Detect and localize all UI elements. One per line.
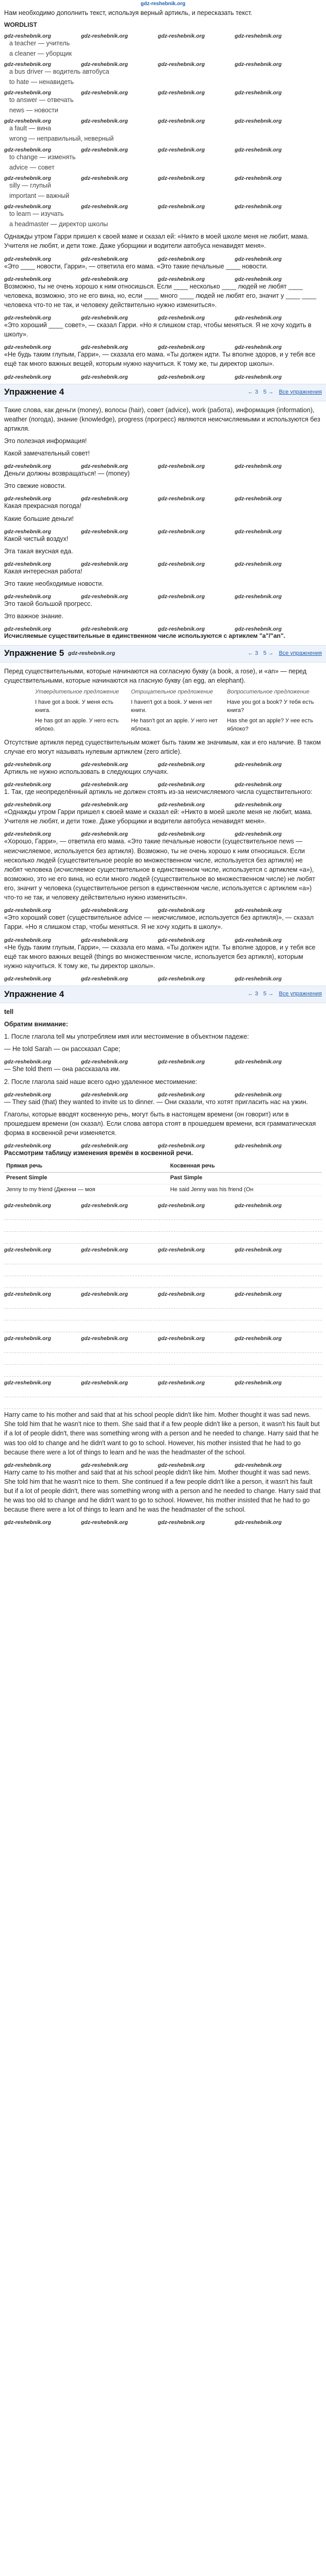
table-header-row	[4, 1161, 322, 1172]
watermark: gdz-reshebnik.org	[158, 118, 205, 124]
watermark: gdz-reshebnik.org	[81, 831, 128, 837]
explanation-paragraph: «Не будь таким глупым, Гарри», — сказала его мама. «Ты должен идти. Ты вполне здоров, и у тебя все ещё так много важных вещей (things во множественном числе, используется без артикля), которым нужно научиться. К тому же, ты директор школы».	[4, 943, 316, 970]
watermark: gdz-reshebnik.org	[81, 528, 128, 534]
watermark: gdz-reshebnik.org	[4, 374, 52, 380]
watermark: gdz-reshebnik.org	[158, 1380, 205, 1386]
watermark: gdz-reshebnik.org	[4, 32, 52, 39]
grid-cell: I haven't got a book. У меня нет книги.	[131, 699, 213, 714]
example-line: Эта такая вкусная еда.	[4, 547, 73, 555]
grid-cell: Has she got an apple? У нее есть яблоко?	[227, 717, 313, 732]
watermark: gdz-reshebnik.org	[235, 256, 282, 262]
exercise-4b-content	[0, 1007, 326, 1525]
watermark-row	[4, 461, 322, 469]
watermark: gdz-reshebnik.org	[81, 90, 128, 96]
all-exercises-link[interactable]: Все упражнения	[279, 991, 322, 997]
exercise-title: Упражнение 4	[4, 387, 64, 397]
prev-exercise-button[interactable]: ← 3	[248, 388, 258, 395]
exercise-nav	[248, 990, 322, 998]
example-line: Это важное знание.	[4, 613, 63, 620]
watermark: gdz-reshebnik.org	[4, 907, 52, 913]
watermark: gdz-reshebnik.org	[4, 315, 52, 321]
watermark: gdz-reshebnik.org	[4, 61, 52, 67]
watermark-row	[4, 1057, 322, 1064]
wordlist-item: a headmaster — директор школы	[9, 221, 108, 228]
prev-exercise-button[interactable]: ← 3	[248, 991, 258, 997]
watermark-row	[4, 759, 322, 767]
example-line: Какая интересная работа!	[4, 567, 83, 575]
watermark: gdz-reshebnik.org	[81, 561, 128, 567]
watermark-row	[4, 116, 322, 124]
wordlist-item: wrong — неправильный, неверный	[9, 135, 114, 143]
example-line: Какой замечательный совет!	[4, 450, 90, 457]
rule-item: 1. После глагола tell мы употребляем имя или местоимение в объектном падеже:	[4, 1033, 249, 1041]
watermark: gdz-reshebnik.org	[235, 204, 282, 210]
watermark: gdz-reshebnik.org	[158, 802, 205, 808]
watermark: gdz-reshebnik.org	[235, 90, 282, 96]
watermark-row	[4, 313, 322, 320]
table-header: Косвенная речь	[168, 1161, 322, 1172]
blank-line	[4, 1253, 322, 1264]
watermark: gdz-reshebnik.org	[68, 650, 116, 657]
all-exercises-link[interactable]: Все упражнения	[279, 388, 322, 395]
table-cell: Jenny to my friend (Дженни — моя	[4, 1184, 168, 1196]
blank-line	[4, 1321, 322, 1332]
watermark: gdz-reshebnik.org	[4, 1291, 52, 1297]
watermark: gdz-reshebnik.org	[158, 276, 205, 282]
lead-word: tell	[4, 1008, 14, 1015]
attention-heading: Обратим внимание:	[4, 1021, 68, 1028]
answer-paragraph: Harry came to his mother and said that at his school people didn't like him. Mother thought it was sad news. She told him that he wasn't nice to them. She continued if a few people didn't like a person, it wasn't his fault but if a lot of people didn't, there was something wrong with a person and he needed to change. Harry said that he was too old to change and he didn't want to go to school. However, his mother insisted that he had to go because there were a lot of things to learn and he was the headmaster of the school.	[4, 1468, 321, 1514]
watermark-row	[4, 559, 322, 567]
watermark: gdz-reshebnik.org	[235, 1291, 282, 1297]
next-exercise-button[interactable]: 5 →	[263, 650, 274, 656]
story-paragraph: «Это хороший ____ совет», — сказал Гарри. «Но я слишком стар, чтобы меняться. Я не хочу ходить в школу».	[4, 321, 312, 338]
watermark: gdz-reshebnik.org	[158, 594, 205, 600]
explanation-paragraph: «Однажды утром Гарри пришел к своей маме и сказал ей: «Никто в моей школе меня не любит, мама. Учителя не любят, и дети тоже. Даже уборщики и водители автобуса ненавидят меня».	[4, 808, 313, 825]
table-cell: He said Jenny was his friend (Он	[168, 1184, 322, 1196]
watermark: gdz-reshebnik.org	[81, 276, 128, 282]
watermark: gdz-reshebnik.org	[81, 315, 128, 321]
watermark: gdz-reshebnik.org	[235, 626, 282, 632]
watermark: gdz-reshebnik.org	[235, 1202, 282, 1209]
blank-line	[4, 1233, 322, 1244]
watermark: gdz-reshebnik.org	[81, 1143, 128, 1149]
story-paragraph: Возможно, ты не очень хорошо к ним относишься. Если ____ несколько ____ людей не любят ____ человека, возможно, это не его вина, но, если ____ много ____ людей не любят его, значит у ____ ____ человека что-то не так, и человеку действительно нужно измениться».	[4, 282, 317, 309]
watermark: gdz-reshebnik.org	[158, 1519, 205, 1526]
watermark: gdz-reshebnik.org	[235, 561, 282, 567]
blank-line	[4, 1310, 322, 1320]
watermark: gdz-reshebnik.org	[158, 32, 205, 39]
watermark-row	[4, 829, 322, 837]
watermark: gdz-reshebnik.org	[4, 1519, 52, 1526]
site-header[interactable]: gdz-reshebnik.org	[140, 1, 186, 7]
wordlist	[4, 31, 322, 229]
grid-cell: He has got an apple. У него есть яблоко.	[35, 717, 119, 732]
watermark: gdz-reshebnik.org	[4, 975, 52, 981]
watermark-row	[4, 274, 322, 282]
watermark: gdz-reshebnik.org	[158, 146, 205, 152]
watermark: gdz-reshebnik.org	[4, 90, 52, 96]
grid-cell: Have you got a book? У тебя есть книга?	[227, 699, 314, 714]
explanation-paragraph: Отсутствие артикля перед существительным может быть таким же значимым, как и его наличие. В таком случае его могут называть нулевым артиклем (zero article).	[4, 738, 321, 755]
watermark: gdz-reshebnik.org	[158, 761, 205, 767]
watermark-row	[4, 800, 322, 807]
example-line: Это такой большой прогресс.	[4, 600, 92, 608]
intro-section	[0, 8, 326, 380]
watermark: gdz-reshebnik.org	[81, 907, 128, 913]
story-paragraph: «Не будь таким глупым, Гарри», — сказала его мама. «Ты должен идти. Ты вполне здоров, и у тебя все ещё так много важных вещей, которым нужно научиться. К тому же, ты директор школы».	[4, 351, 316, 368]
all-exercises-link[interactable]: Все упражнения	[279, 650, 322, 656]
wordlist-item: a bus driver — водитель автобуса	[9, 67, 109, 75]
watermark: gdz-reshebnik.org	[235, 528, 282, 534]
watermark: gdz-reshebnik.org	[81, 1059, 128, 1065]
watermark-row	[4, 905, 322, 913]
story-paragraph: «Это ____ новости, Гарри», — ответила его мама. «Это такие печальные ____ новости.	[4, 262, 268, 270]
grid-header: Отрицательное предложение	[131, 689, 213, 696]
watermark: gdz-reshebnik.org	[158, 90, 205, 96]
exercise-4-lines	[4, 436, 322, 632]
rule-item: — They said (that) they wanted to invite us to dinner. — Они сказали, что хотят пригласить нас на ужин.	[4, 1098, 308, 1106]
wordlist-item: to learn — изучать	[9, 210, 64, 218]
sentence-type-grid	[4, 688, 322, 734]
blank-line	[4, 1265, 322, 1276]
watermark: gdz-reshebnik.org	[4, 802, 52, 808]
watermark: gdz-reshebnik.org	[235, 344, 282, 350]
watermark: gdz-reshebnik.org	[4, 1091, 52, 1097]
watermark: gdz-reshebnik.org	[158, 626, 205, 632]
watermark-row	[4, 173, 322, 181]
exercise-title: Упражнение 4	[4, 989, 64, 999]
watermark: gdz-reshebnik.org	[235, 907, 282, 913]
watermark: gdz-reshebnik.org	[81, 374, 128, 380]
watermark: gdz-reshebnik.org	[235, 1380, 282, 1386]
watermark: gdz-reshebnik.org	[235, 1059, 282, 1065]
watermark-row	[4, 1333, 322, 1341]
rule-item: — She told them — она рассказала им.	[4, 1065, 121, 1073]
example-line: Деньги должны возвращаться! — (money)	[4, 470, 130, 478]
table-cell: Past Simple	[168, 1173, 322, 1184]
answer-section	[4, 1200, 322, 1525]
grid-cell: He hasn't got an apple. У него нет яблока.	[131, 717, 218, 732]
blank-line	[4, 1298, 322, 1309]
watermark: gdz-reshebnik.org	[158, 496, 205, 502]
answer-paragraph: Harry came to his mother and said that at his school people didn't like him. Mother thought it was sad news. She told him that he wasn't nice to them. She said that if a few people didn't like a person, it wasn't his fault but if a lot of people didn't, there was something wrong with a person and he needed to change. Harry said that he was too old to change and he didn't want to go to school. However, his mother insisted that he had to go because there were a lot of things to learn and he was the headmaster of the school.	[4, 1411, 320, 1456]
explanation-paragraph: 1. Так, где неопределённый артикль не должен стоять из-за неисчисляемого числа существительного:	[4, 788, 313, 796]
watermark: gdz-reshebnik.org	[81, 626, 128, 632]
watermark: gdz-reshebnik.org	[235, 1519, 282, 1526]
watermark-row	[4, 31, 322, 39]
watermark: gdz-reshebnik.org	[158, 907, 205, 913]
watermark: gdz-reshebnik.org	[235, 61, 282, 67]
watermark: gdz-reshebnik.org	[4, 761, 52, 767]
watermark: gdz-reshebnik.org	[235, 1335, 282, 1342]
table-title: Рассмотрим таблицу изменения времён в косвенной речи.	[4, 1149, 193, 1157]
rules-list	[4, 1032, 322, 1148]
watermark: gdz-reshebnik.org	[158, 463, 205, 469]
watermark: gdz-reshebnik.org	[81, 175, 128, 181]
watermark: gdz-reshebnik.org	[235, 146, 282, 152]
exercise-nav	[248, 650, 322, 658]
watermark: gdz-reshebnik.org	[4, 496, 52, 502]
table-row	[4, 1184, 322, 1196]
table-row	[4, 1173, 322, 1184]
watermark: gdz-reshebnik.org	[158, 374, 205, 380]
watermark-row	[4, 935, 322, 943]
exercise-5-intro: Перед существительными, которые начинаются на согласную букву (а book, a rose), и «an» — перед существительными, которые начинаются на гласную букву (an egg, an elephant).	[4, 667, 307, 684]
watermark-row	[4, 372, 322, 380]
watermark: gdz-reshebnik.org	[81, 975, 128, 981]
story-section	[4, 232, 322, 379]
watermark-row	[4, 1200, 322, 1208]
watermark: gdz-reshebnik.org	[81, 761, 128, 767]
watermark: gdz-reshebnik.org	[158, 561, 205, 567]
intro-text: Нам необходимо дополнить текст, используя верный артикль, и пересказать текст.	[4, 9, 253, 16]
blank-line	[4, 1221, 322, 1232]
watermark: gdz-reshebnik.org	[81, 1202, 128, 1209]
watermark: gdz-reshebnik.org	[235, 118, 282, 124]
watermark: gdz-reshebnik.org	[158, 1143, 205, 1149]
story-paragraph: Однажды утром Гарри пришел к своей маме и сказал ей: «Никто в моей школе меня не любит, мама. Учителя не любят, и дети тоже. Даже уборщики и водители автобуса ненавидят меня».	[4, 233, 309, 250]
watermark: gdz-reshebnik.org	[235, 1091, 282, 1097]
wordlist-item: important — важный	[9, 192, 70, 199]
watermark: gdz-reshebnik.org	[158, 1202, 205, 1209]
watermark: gdz-reshebnik.org	[81, 802, 128, 808]
rule-item: Глаголы, которые вводят косвенную речь, могут быть в настоящем времени (он говорит) или в прошедшем времени (он сказал). Если слова автора стоят в прошедшем времени, вся грамматическая форма в косвенной речи изменяется.	[4, 1110, 316, 1137]
watermark-row	[4, 254, 322, 262]
example-line: Это такие необходимые новости.	[4, 580, 104, 588]
explanation-paragraph: Артикль не нужно использовать в следующих случаях.	[4, 768, 169, 775]
example-line: Какие большие деньги!	[4, 515, 74, 522]
watermark: gdz-reshebnik.org	[4, 118, 52, 124]
watermark-row	[4, 591, 322, 599]
watermark: gdz-reshebnik.org	[81, 61, 128, 67]
wordlist-item: a teacher — учитель	[9, 39, 70, 47]
exercise-4-content	[0, 405, 326, 641]
watermark: gdz-reshebnik.org	[158, 831, 205, 837]
watermark-row	[4, 88, 322, 95]
watermark: gdz-reshebnik.org	[235, 1143, 282, 1149]
watermark: gdz-reshebnik.org	[4, 1335, 52, 1342]
watermark: gdz-reshebnik.org	[81, 1091, 128, 1097]
watermark: gdz-reshebnik.org	[235, 782, 282, 788]
watermark: gdz-reshebnik.org	[235, 463, 282, 469]
watermark-row	[4, 342, 322, 350]
watermark-row	[4, 527, 322, 534]
exercise-4b-bar	[0, 986, 326, 1003]
watermark: gdz-reshebnik.org	[4, 463, 52, 469]
watermark: gdz-reshebnik.org	[81, 1291, 128, 1297]
watermark: gdz-reshebnik.org	[158, 937, 205, 943]
watermark: gdz-reshebnik.org	[235, 32, 282, 39]
watermark: gdz-reshebnik.org	[4, 831, 52, 837]
watermark: gdz-reshebnik.org	[235, 496, 282, 502]
watermark-row	[4, 1289, 322, 1297]
watermark: gdz-reshebnik.org	[81, 1335, 128, 1342]
wordlist-item: silly — глупый	[9, 181, 51, 189]
watermark: gdz-reshebnik.org	[81, 1462, 128, 1468]
watermark: gdz-reshebnik.org	[4, 937, 52, 943]
watermark: gdz-reshebnik.org	[81, 256, 128, 262]
watermark: gdz-reshebnik.org	[81, 118, 128, 124]
next-exercise-button[interactable]: 5 →	[263, 991, 274, 997]
exercise-5-bar	[0, 645, 326, 663]
watermark: gdz-reshebnik.org	[158, 256, 205, 262]
watermark: gdz-reshebnik.org	[158, 528, 205, 534]
watermark: gdz-reshebnik.org	[158, 1059, 205, 1065]
watermark-row	[4, 779, 322, 787]
watermark: gdz-reshebnik.org	[158, 782, 205, 788]
table-header: Прямая речь	[4, 1161, 168, 1172]
watermark: gdz-reshebnik.org	[235, 975, 282, 981]
watermark: gdz-reshebnik.org	[4, 782, 52, 788]
watermark: gdz-reshebnik.org	[81, 782, 128, 788]
exercise-nav	[248, 388, 322, 397]
watermark: gdz-reshebnik.org	[158, 175, 205, 181]
watermark: gdz-reshebnik.org	[158, 1335, 205, 1342]
watermark: gdz-reshebnik.org	[81, 463, 128, 469]
watermark: gdz-reshebnik.org	[81, 937, 128, 943]
watermark: gdz-reshebnik.org	[4, 561, 52, 567]
watermark: gdz-reshebnik.org	[81, 1519, 128, 1526]
watermark-row	[4, 1517, 322, 1525]
watermark: gdz-reshebnik.org	[4, 1143, 52, 1149]
exercise-5-content	[0, 667, 326, 981]
watermark-row	[4, 201, 322, 209]
watermark: gdz-reshebnik.org	[4, 344, 52, 350]
wordlist-item: advice — совет	[9, 163, 55, 171]
rule-item: — He told Sarah — он рассказал Саре;	[4, 1045, 121, 1053]
watermark: gdz-reshebnik.org	[158, 1091, 205, 1097]
example-line: Какая прекрасная погода!	[4, 502, 82, 510]
watermark: gdz-reshebnik.org	[235, 315, 282, 321]
watermark: gdz-reshebnik.org	[81, 594, 128, 600]
watermark-row	[4, 494, 322, 501]
grid-cell: I have got a book. У меня есть книга.	[35, 699, 113, 714]
watermark-row	[4, 1460, 322, 1468]
watermark: gdz-reshebnik.org	[235, 802, 282, 808]
watermark: gdz-reshebnik.org	[158, 204, 205, 210]
blank-line	[4, 1342, 322, 1353]
watermark-row	[4, 974, 322, 981]
explanation-paragraph: «Хорошо, Гарри», — ответила его мама. «Это такие печальные новости (существительное news — неисчисляемое, используется без артикля). Возможно, ты не очень хорошо к ним относишься. Если несколько людей (существительное people во множественном числе, используется без артикля) не любят человека (исчисляемое существительное в единственном числе, используется с артиклем «a»), возможно, это не его вина, но если много людей (существительное во множественном числе) не любят его, значит у человека (существительное person в единственном числе, используется с артиклем «a») что-то не так, и человеку действительно нужно измениться».	[4, 838, 316, 902]
rule-item: 2. После глагола said наше всего одно удаленное местоимение:	[4, 1078, 198, 1086]
exercise-5-paragraphs	[4, 738, 322, 981]
watermark: gdz-reshebnik.org	[81, 32, 128, 39]
watermark-row	[4, 1141, 322, 1148]
exercise-4-intro: Такие слова, как деньги (money), волосы (hair), совет (advice), work (работа), информация (information), weather (погода), знание (knowledge), progress (прогресс) являются неисчисляемыми и используются без артикля.	[4, 406, 320, 432]
wordlist-item: to hate — ненавидеть	[9, 78, 74, 86]
watermark: gdz-reshebnik.org	[158, 344, 205, 350]
table-cell: Present Simple	[4, 1173, 168, 1184]
watermark: gdz-reshebnik.org	[4, 175, 52, 181]
exercise-4-bar	[0, 384, 326, 401]
watermark: gdz-reshebnik.org	[4, 626, 52, 632]
watermark: gdz-reshebnik.org	[4, 1059, 52, 1065]
watermark: gdz-reshebnik.org	[81, 204, 128, 210]
blank-line	[4, 1277, 322, 1288]
watermark: gdz-reshebnik.org	[235, 175, 282, 181]
watermark-row	[4, 1245, 322, 1252]
watermark: gdz-reshebnik.org	[158, 315, 205, 321]
watermark: gdz-reshebnik.org	[158, 1462, 205, 1468]
next-exercise-button[interactable]: 5 →	[263, 388, 274, 395]
watermark-row	[4, 1378, 322, 1385]
example-line: Какой чистый воздух!	[4, 535, 69, 543]
blank-line	[4, 1398, 322, 1409]
blank-line	[4, 1386, 322, 1397]
watermark: gdz-reshebnik.org	[4, 528, 52, 534]
wordlist-item: news — новости	[9, 107, 58, 114]
watermark: gdz-reshebnik.org	[4, 1247, 52, 1253]
watermark: gdz-reshebnik.org	[235, 1247, 282, 1253]
watermark: gdz-reshebnik.org	[4, 1462, 52, 1468]
wordlist-item: a cleaner — уборщик	[9, 49, 72, 57]
grid-header: Утвердительное предложение	[35, 689, 119, 696]
example-line: Это полезная информация!	[4, 437, 87, 445]
wordlist-item: to answer — отвечать	[9, 96, 74, 104]
prev-exercise-button[interactable]: ← 3	[248, 650, 258, 656]
watermark: gdz-reshebnik.org	[4, 146, 52, 152]
watermark-row	[4, 624, 322, 632]
watermark: gdz-reshebnik.org	[158, 1247, 205, 1253]
watermark: gdz-reshebnik.org	[158, 61, 205, 67]
watermark: gdz-reshebnik.org	[4, 204, 52, 210]
watermark-row	[4, 1090, 322, 1097]
watermark: gdz-reshebnik.org	[235, 1462, 282, 1468]
blank-line	[4, 1209, 322, 1220]
watermark: gdz-reshebnik.org	[235, 374, 282, 380]
watermark: gdz-reshebnik.org	[235, 594, 282, 600]
watermark-row	[4, 145, 322, 152]
watermark: gdz-reshebnik.org	[81, 496, 128, 502]
watermark: gdz-reshebnik.org	[4, 276, 52, 282]
watermark: gdz-reshebnik.org	[4, 594, 52, 600]
tense-table	[4, 1161, 322, 1196]
watermark: gdz-reshebnik.org	[4, 256, 52, 262]
wordlist-item: to change — изменять	[9, 153, 76, 161]
grid-header: Вопросительное предложение	[227, 689, 309, 696]
blank-line	[4, 1354, 322, 1365]
wordlist-title: WORDLIST	[4, 21, 37, 29]
exercise-title: Упражнение 5	[4, 648, 64, 658]
watermark: gdz-reshebnik.org	[81, 1247, 128, 1253]
watermark: gdz-reshebnik.org	[81, 1380, 128, 1386]
watermark-row	[4, 59, 322, 67]
watermark: gdz-reshebnik.org	[235, 831, 282, 837]
watermark: gdz-reshebnik.org	[81, 344, 128, 350]
watermark: gdz-reshebnik.org	[235, 276, 282, 282]
watermark: gdz-reshebnik.org	[158, 975, 205, 981]
watermark: gdz-reshebnik.org	[158, 1291, 205, 1297]
watermark: gdz-reshebnik.org	[235, 937, 282, 943]
wordlist-item: a fault — вина	[9, 125, 51, 132]
blank-line	[4, 1366, 322, 1377]
watermark: gdz-reshebnik.org	[4, 1202, 52, 1209]
watermark: gdz-reshebnik.org	[235, 761, 282, 767]
example-line: Это свежие новости.	[4, 482, 67, 490]
watermark: gdz-reshebnik.org	[4, 1380, 52, 1386]
explanation-paragraph: «Это хороший совет (существительное advice — неисчислимое, используется без артикля)», — сказал Гарри. «Но я слишком стар, чтобы меняться. Я не хочу ходить в школу».	[4, 914, 314, 931]
watermark: gdz-reshebnik.org	[81, 146, 128, 152]
exercise-4-note: Исчисляемые существительные в единственном числе используются с артиклем "a"/"an".	[4, 632, 285, 640]
